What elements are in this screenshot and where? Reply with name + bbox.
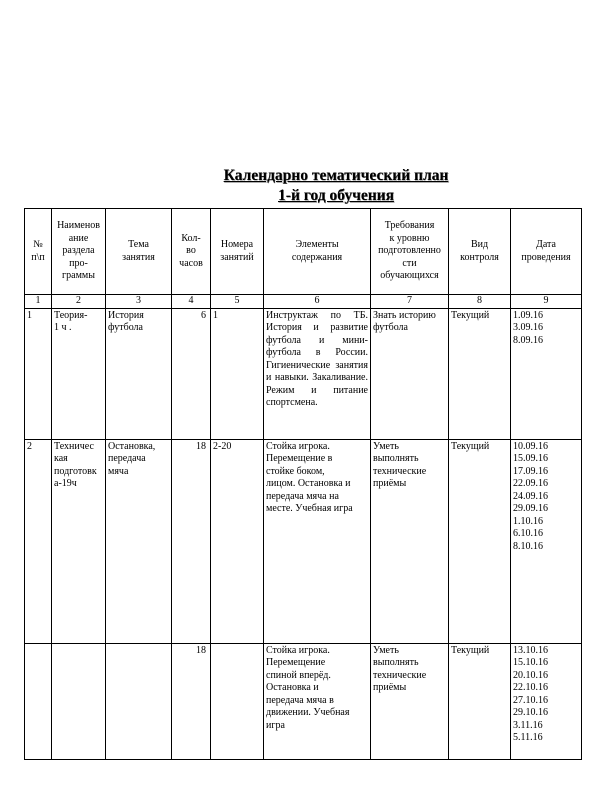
text-line: занятия (122, 251, 155, 263)
text-line: Остановка и (266, 682, 319, 693)
col-number: 4 (172, 295, 211, 309)
text-line: Уметь (373, 440, 399, 452)
row-topic (106, 439, 172, 643)
row-dates (511, 308, 582, 439)
text-line: содержания (291, 251, 343, 263)
text-line: Перемещение в (266, 453, 333, 464)
col-number: 6 (264, 295, 371, 309)
text-line: во (186, 245, 196, 257)
text-line: Стойка игрока. (266, 644, 330, 656)
column-number-row (25, 295, 582, 309)
text-line: Перемещение (266, 657, 326, 668)
row-control: Текущий (449, 308, 511, 439)
text-line: 1.09.16 (513, 309, 543, 321)
text-line: футбола (108, 322, 143, 333)
row-content (264, 643, 371, 759)
row-lessons: 1 (211, 308, 264, 439)
header-content (264, 209, 371, 295)
text-line: 6.10.16 (513, 528, 543, 539)
text-line: месте. Учебная игра (266, 503, 353, 514)
text-line: 27.10.16 (513, 694, 548, 706)
text-line: кая (54, 453, 68, 464)
text-line: Требования (384, 220, 435, 232)
text-line: Стойка игрока. (266, 440, 330, 452)
text-line: Остановка, (108, 440, 156, 452)
row-section (52, 308, 106, 439)
text-line: спиной вперёд. (266, 669, 331, 681)
col-number: 7 (371, 295, 449, 309)
text-line: движении. Учебная (266, 707, 350, 718)
table-row (25, 643, 582, 759)
row-control: Текущий (449, 643, 511, 759)
header-control (449, 209, 511, 295)
header-section (52, 209, 106, 295)
header-lessons (211, 209, 264, 295)
text-line: 8.09.16 (513, 334, 543, 346)
text-line: Номера (220, 239, 254, 250)
text-line: 29.10.16 (513, 707, 548, 718)
text-line: сти (402, 257, 417, 269)
row-hours: 18 (172, 643, 211, 759)
text-line: лицом. Остановка и (266, 478, 351, 489)
text-line: приёмы (373, 682, 407, 693)
text-line: граммы (62, 270, 95, 282)
text-line: Теория- (54, 309, 88, 321)
text-line: 15.09.16 (513, 453, 548, 464)
row-section (52, 643, 106, 759)
document-title: Календарно тематический план (223, 167, 449, 184)
header-topic (106, 209, 172, 295)
text-line: 1.10.16 (513, 515, 543, 527)
text-line: История (108, 309, 144, 321)
text-line: Вид (470, 239, 489, 250)
col-number: 9 (511, 295, 582, 309)
text-line: Техничес (54, 440, 94, 452)
text-line: проведения (521, 251, 571, 263)
text-line: передача (108, 453, 146, 464)
text-line: 5.11.16 (513, 732, 543, 743)
text-line: п\п (31, 251, 45, 263)
text-line: ание (68, 232, 89, 244)
row-content (264, 439, 371, 643)
row-num (25, 643, 52, 759)
row-dates (511, 643, 582, 759)
text-line: к уровню (389, 232, 430, 244)
row-requirements (371, 439, 449, 643)
text-line: 20.10.16 (513, 669, 548, 681)
text-line: стойке боком, (266, 465, 325, 477)
row-requirements (371, 643, 449, 759)
text-line: Кол- (181, 232, 201, 244)
text-line: 22.10.16 (513, 682, 548, 693)
document-subtitle: 1-й год обучения (278, 187, 394, 204)
text-line: 22.09.16 (513, 478, 548, 489)
col-number: 5 (211, 295, 264, 309)
row-topic (106, 308, 172, 439)
text-line: часов (179, 257, 203, 269)
table-row (25, 308, 582, 439)
text-line: контроля (460, 251, 499, 263)
text-line: 24.09.16 (513, 490, 548, 502)
row-requirements: Знать историю футбола (371, 308, 449, 439)
text-line: передача мяча в (266, 694, 334, 706)
row-lessons: 2-20 (211, 439, 264, 643)
header-row (25, 209, 582, 295)
row-num: 2 (25, 439, 52, 643)
text-line: 8.10.16 (513, 540, 543, 552)
text-line: 10.09.16 (513, 440, 548, 452)
text-line: Уметь (373, 644, 399, 656)
text-line: Тема (128, 239, 149, 250)
text-line: а-19ч (54, 478, 77, 489)
col-number: 1 (25, 295, 52, 309)
text-line: подготовленно (378, 245, 441, 257)
plan-table (24, 208, 582, 760)
row-num: 1 (25, 308, 52, 439)
header-hours (172, 209, 211, 295)
text-line: раздела (62, 245, 95, 257)
text-line: Наименов (57, 220, 100, 232)
col-number: 8 (449, 295, 511, 309)
row-topic (106, 643, 172, 759)
row-control: Текущий (449, 439, 511, 643)
text-line: технические (373, 669, 427, 681)
header-date (511, 209, 582, 295)
text-line: технические (373, 465, 427, 477)
row-lessons (211, 643, 264, 759)
text-line: приёмы (373, 478, 407, 489)
text-line: подготовк (54, 465, 97, 477)
row-hours: 6 (172, 308, 211, 439)
row-dates (511, 439, 582, 643)
text-line: мяча (108, 465, 129, 477)
text-line: 15.10.16 (513, 657, 548, 668)
text-line: передача мяча на (266, 490, 339, 502)
header-requirements (371, 209, 449, 295)
row-hours: 18 (172, 439, 211, 643)
text-line: занятий (220, 251, 254, 263)
text-line: 3.09.16 (513, 322, 543, 333)
table-row (25, 439, 582, 643)
row-section (52, 439, 106, 643)
text-line: 3.11.16 (513, 719, 543, 731)
text-line: № (33, 239, 43, 250)
text-line: выполнять (373, 657, 419, 668)
text-line: Элементы (295, 239, 339, 250)
header-num (25, 209, 52, 295)
text-line: 17.09.16 (513, 465, 548, 477)
row-content: Инструктаж по ТБ. История и развитие футбола и мини-футбола в России. Гигиенические занятия и навыки. Закаливание. Режим и питание спортсмена. (264, 308, 371, 439)
text-line: выполнять (373, 453, 419, 464)
col-number: 2 (52, 295, 106, 309)
text-line: про- (69, 257, 88, 269)
col-number: 3 (106, 295, 172, 309)
text-line: 29.09.16 (513, 503, 548, 514)
text-line: игра (266, 719, 285, 731)
text-line: 1 ч . (54, 322, 72, 333)
text-line: обучающихся (380, 270, 439, 282)
text-line: Дата (536, 239, 556, 250)
text-line: 13.10.16 (513, 644, 548, 656)
